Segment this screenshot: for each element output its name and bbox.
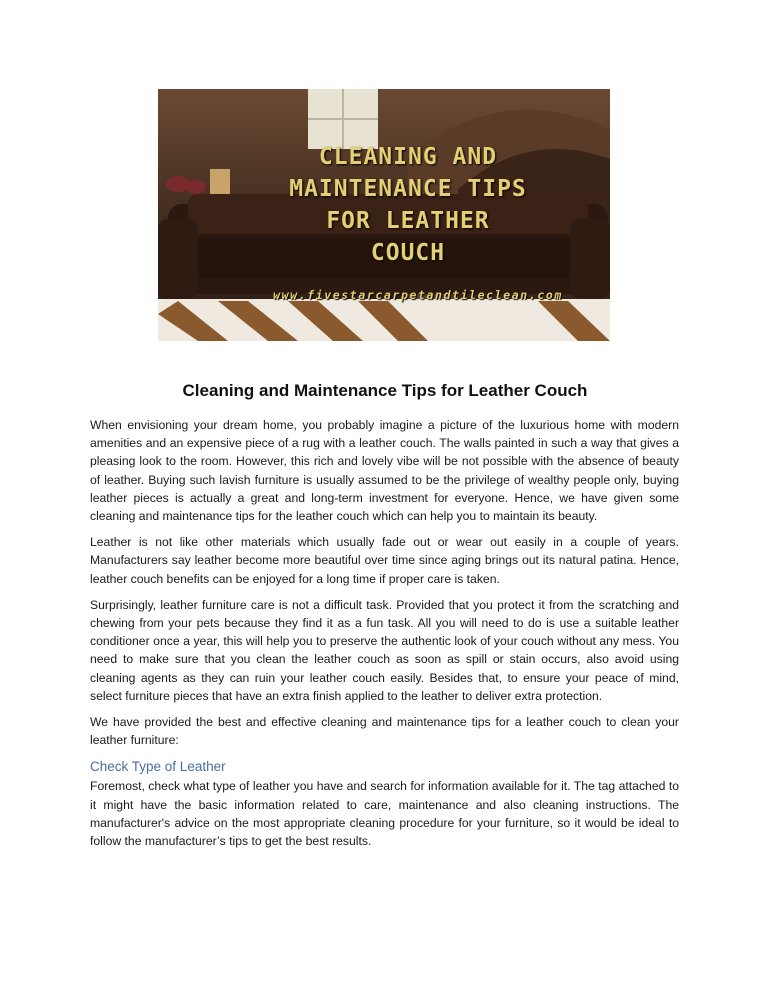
hero-title-line: CLEANING AND — [318, 144, 498, 170]
hero-title-line: FOR LEATHER — [326, 208, 490, 234]
hero-image — [158, 89, 610, 341]
hero-title — [228, 141, 588, 269]
paragraph: When envisioning your dream home, you probably imagine a picture of the luxurious home with modern amenities and an expensive piece of a rug with a leather couch. The walls painted in such a way that gives a pleasing look to the room. However, this rich and lovely vibe will be not possible with the absence of beauty of leather. Buying such lavish furniture is usually assumed to be the privilege of wealthy people only, buying leather pieces is actually a great and long-term investment for everyone. Hence, we have given some cleaning and maintenance tips for the leather couch which can help you to maintain its beauty. — [90, 418, 679, 524]
paragraph: Surprisingly, leather furniture care is not a difficult task. Provided that you protect it from the scratching and chewing from your pets because they find it as a fun task. All you will need to do is use a suitable leather conditioner once a year, this will help you to preserve the authentic look of your couch without any mess. You need to make sure that you clean the leather couch as soon as spill or stain occurs, also avoid using cleaning agents as they can ruin your leather couch easily. Besides that, to ensure your peace of mind, select furniture pieces that have an extra finish applied to the leather to deliver extra protection. — [90, 597, 679, 703]
article-title: Cleaning and Maintenance Tips for Leather Couch — [182, 381, 588, 400]
hero-title-line: COUCH — [370, 240, 446, 266]
article-body — [90, 416, 679, 858]
hero-title-line: MAINTENANCE TIPS — [289, 176, 527, 202]
paragraph: We have provided the best and effective cleaning and maintenance tips for a leather couch to clean your leather furniture: — [90, 715, 679, 748]
hero-url: www.fivestarcarpetandtileclean.com — [273, 288, 563, 302]
paragraph: Leather is not like other materials which usually fade out or wear out easily in a couple of years. Manufacturers say leather become more beautiful over time since aging brings out its natural patina. Hence, leather couch benefits can be enjoyed for a long time if proper care is taken. — [90, 535, 679, 586]
section-heading: Check Type of Leather — [90, 759, 226, 775]
paragraph: Foremost, check what type of leather you have and search for information available for it. The tag attached to it might have the basic information related to care, maintenance and also cleaning instructions. The manufacturer's advice on the most appropriate cleaning procedure for your furniture, so it would be ideal to follow the manufacturer’s tips to get the best results. — [90, 779, 679, 849]
